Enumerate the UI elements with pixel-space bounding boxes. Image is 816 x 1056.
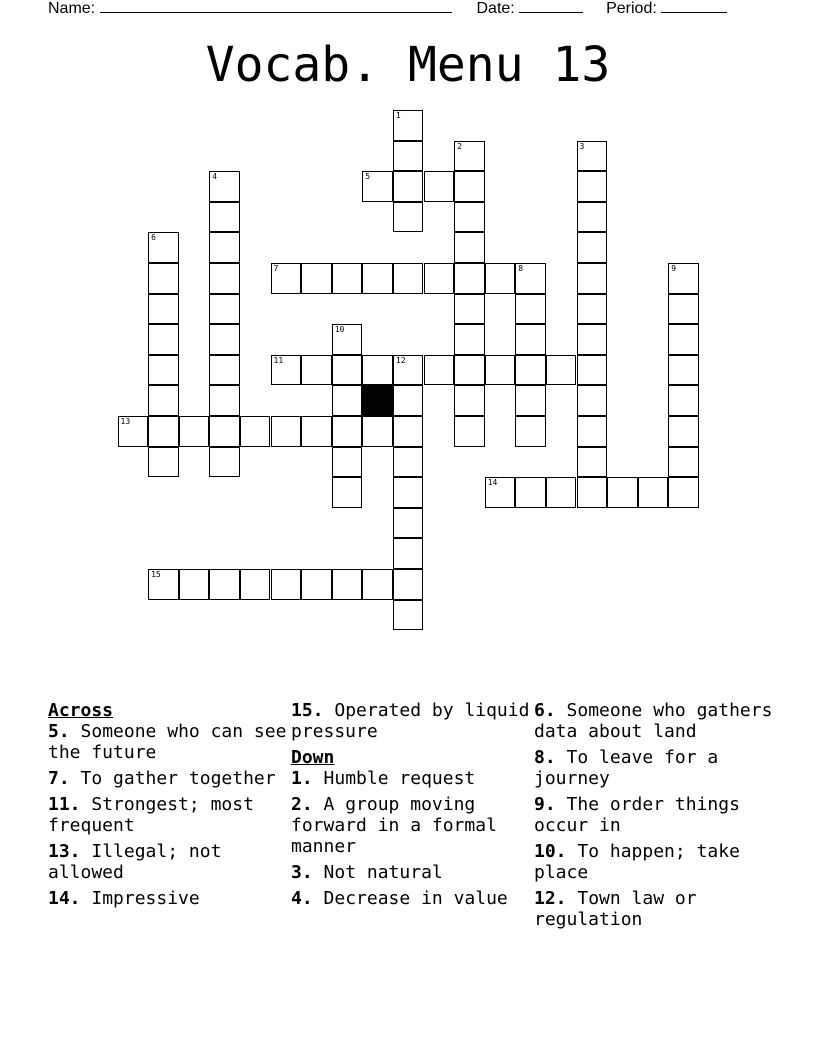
grid-cell[interactable]	[393, 600, 424, 631]
grid-cell[interactable]	[148, 263, 179, 294]
clue-number: 13.	[48, 841, 81, 862]
grid-cell[interactable]	[148, 355, 179, 386]
clue-down-9	[534, 794, 784, 836]
grid-cell[interactable]	[577, 294, 608, 325]
grid-cell[interactable]	[577, 141, 608, 172]
cell-number: 15	[151, 570, 161, 579]
grid-cell[interactable]	[577, 447, 608, 478]
clue-number: 10.	[534, 841, 567, 862]
grid-cell[interactable]	[668, 355, 699, 386]
clue-column-3	[534, 700, 784, 935]
cell-number: 5	[365, 172, 371, 182]
grid-cell[interactable]	[577, 355, 608, 386]
grid-cell[interactable]	[240, 416, 271, 447]
grid-cell[interactable]	[148, 232, 179, 263]
clue-down-3	[291, 862, 531, 883]
clue-text: Decrease in value	[323, 888, 508, 909]
grid-cell[interactable]	[148, 385, 179, 416]
grid-cell[interactable]	[393, 110, 424, 141]
grid-cell[interactable]	[668, 385, 699, 416]
page-title: Vocab. Menu 13	[205, 37, 611, 93]
grid-cell[interactable]	[515, 477, 546, 508]
grid-cell[interactable]	[301, 569, 332, 600]
clue-across-11	[48, 794, 288, 836]
cell-number: 9	[671, 264, 677, 273]
grid-cell[interactable]	[577, 171, 608, 202]
clue-across-15	[291, 700, 531, 742]
grid-cell[interactable]	[577, 232, 608, 263]
grid-cell[interactable]	[148, 416, 179, 447]
grid-cell[interactable]	[271, 263, 302, 294]
cell-number: 8	[518, 264, 524, 273]
grid-cell[interactable]	[362, 263, 393, 294]
grid-cell[interactable]	[668, 477, 699, 508]
grid-cell[interactable]	[485, 355, 516, 386]
grid-cell[interactable]	[271, 355, 302, 386]
grid-cell[interactable]	[546, 355, 577, 386]
grid-cell[interactable]	[454, 141, 485, 172]
grid-cell[interactable]	[209, 324, 240, 355]
grid-cell[interactable]	[577, 477, 608, 508]
clue-across-14	[48, 888, 288, 909]
grid-cell[interactable]	[485, 263, 516, 294]
grid-cell[interactable]	[424, 355, 455, 386]
clue-number: 2.	[291, 794, 313, 815]
grid-cell[interactable]	[668, 294, 699, 325]
cell-number: 10	[334, 325, 345, 335]
clue-across-5	[48, 721, 288, 763]
grid-cell[interactable]	[454, 385, 485, 416]
grid-cell[interactable]	[393, 263, 424, 294]
grid-cell[interactable]	[668, 447, 699, 478]
grid-cell[interactable]	[638, 477, 669, 508]
grid-cell[interactable]	[148, 324, 179, 355]
clue-across-13	[48, 841, 288, 883]
clue-number: 6.	[534, 700, 556, 721]
grid-cell[interactable]	[485, 477, 516, 508]
across-heading: Across	[48, 700, 114, 721]
clue-number: 15.	[291, 700, 324, 721]
cell-number: 3	[579, 141, 585, 151]
clue-number: 11.	[48, 794, 81, 815]
cell-number: 2	[457, 141, 462, 151]
clue-text: To happen; take place	[534, 841, 740, 883]
grid-cell[interactable]	[332, 263, 363, 294]
grid-cell[interactable]	[209, 294, 240, 325]
grid-cell[interactable]	[301, 355, 332, 386]
clue-number: 8.	[534, 747, 556, 768]
grid-cell[interactable]	[301, 263, 332, 294]
grid-cell[interactable]	[577, 324, 608, 355]
grid-cell[interactable]	[424, 263, 455, 294]
grid-cell[interactable]	[454, 202, 485, 233]
clue-number: 7.	[48, 768, 70, 789]
grid-cell[interactable]	[148, 447, 179, 478]
down-heading: Down	[291, 747, 335, 768]
clue-number: 9.	[534, 794, 556, 815]
black-square	[362, 385, 393, 416]
grid-cell[interactable]	[515, 324, 546, 355]
grid-cell[interactable]	[393, 569, 424, 600]
grid-cell[interactable]	[393, 385, 424, 416]
grid-cell[interactable]	[393, 141, 424, 172]
cell-number: 6	[151, 233, 156, 243]
clue-down-2	[291, 794, 531, 857]
clue-text: The order things occur in	[534, 794, 740, 836]
clue-down-1	[291, 768, 531, 789]
grid-cell[interactable]	[393, 171, 424, 202]
clue-text: Not natural	[323, 862, 443, 883]
grid-cell[interactable]	[515, 355, 546, 386]
clue-text: Someone who can see the future	[48, 721, 287, 763]
clue-text: To leave for a journey	[534, 747, 719, 789]
grid-cell[interactable]	[209, 385, 240, 416]
clue-text: A group moving forward in a formal manner	[291, 794, 497, 857]
clue-text: Illegal; not allowed	[48, 841, 222, 883]
grid-cell[interactable]	[118, 416, 149, 447]
clue-number: 14.	[48, 888, 81, 909]
clue-number: 4.	[291, 888, 313, 909]
grid-cell[interactable]	[209, 447, 240, 478]
period-label: Period:	[606, 0, 657, 17]
clue-text: Operated by liquid pressure	[291, 700, 530, 742]
grid-cell[interactable]	[332, 385, 363, 416]
grid-cell[interactable]	[668, 263, 699, 294]
grid-cell[interactable]	[179, 416, 210, 447]
grid-cell[interactable]	[362, 355, 393, 386]
grid-cell[interactable]	[148, 294, 179, 325]
grid-cell[interactable]	[515, 263, 546, 294]
clue-down-4	[291, 888, 531, 909]
grid-cell[interactable]	[577, 416, 608, 447]
cell-number: 13	[120, 417, 131, 426]
grid-cell[interactable]	[332, 447, 363, 478]
clue-column-2	[291, 700, 531, 914]
grid-cell[interactable]	[393, 508, 424, 539]
cell-number: 7	[273, 264, 279, 273]
cell-number: 11	[273, 355, 284, 365]
grid-cell[interactable]	[271, 569, 302, 600]
grid-cell[interactable]	[393, 538, 424, 569]
grid-cell[interactable]	[209, 569, 240, 600]
clue-number: 1.	[291, 768, 313, 789]
grid-cell[interactable]	[393, 447, 424, 478]
grid-cell[interactable]	[515, 294, 546, 325]
cell-number: 1	[395, 111, 401, 120]
grid-cell[interactable]	[362, 569, 393, 600]
grid-cell[interactable]	[668, 416, 699, 447]
clue-column-1	[48, 700, 288, 914]
clue-down-10	[534, 841, 784, 883]
cell-number: 12	[395, 355, 406, 365]
cell-number: 4	[212, 172, 218, 182]
grid-cell[interactable]	[209, 355, 240, 386]
grid-cell[interactable]	[577, 385, 608, 416]
grid-cell[interactable]	[209, 202, 240, 233]
date-label: Date:	[476, 0, 515, 17]
grid-cell[interactable]	[240, 569, 271, 600]
grid-cell[interactable]	[209, 416, 240, 447]
grid-cell[interactable]	[332, 324, 363, 355]
name-label: Name:	[48, 0, 96, 17]
clue-down-6	[534, 700, 784, 742]
grid-cell[interactable]	[209, 171, 240, 202]
grid-cell[interactable]	[393, 202, 424, 233]
grid-cell[interactable]	[362, 171, 393, 202]
clue-down-12	[534, 888, 784, 930]
clue-number: 3.	[291, 862, 313, 883]
clue-text: To gather together	[80, 768, 276, 789]
grid-cell[interactable]	[332, 569, 363, 600]
grid-cell[interactable]	[454, 263, 485, 294]
grid-cell[interactable]	[362, 416, 393, 447]
grid-cell[interactable]	[515, 416, 546, 447]
grid-cell[interactable]	[454, 171, 485, 202]
clue-number: 12.	[534, 888, 567, 909]
grid-cell[interactable]	[393, 477, 424, 508]
grid-cell[interactable]	[454, 232, 485, 263]
grid-cell[interactable]	[546, 477, 577, 508]
grid-cell[interactable]	[332, 416, 363, 447]
clue-across-7	[48, 768, 288, 789]
grid-cell[interactable]	[301, 416, 332, 447]
grid-cell[interactable]	[577, 202, 608, 233]
grid-cell[interactable]	[209, 263, 240, 294]
grid-cell[interactable]	[515, 385, 546, 416]
grid-cell[interactable]	[332, 477, 363, 508]
grid-cell[interactable]	[209, 232, 240, 263]
grid-cell[interactable]	[424, 171, 455, 202]
clue-down-8	[534, 747, 784, 789]
clue-text: Humble request	[323, 768, 476, 789]
clue-text: Impressive	[91, 888, 200, 909]
grid-cell[interactable]	[607, 477, 638, 508]
grid-cell[interactable]	[454, 355, 485, 386]
clue-text: Strongest; most frequent	[48, 794, 254, 836]
grid-cell[interactable]	[179, 569, 210, 600]
grid-cell[interactable]	[454, 294, 485, 325]
clue-text: Town law or regulation	[534, 888, 697, 930]
grid-cell[interactable]	[454, 324, 485, 355]
grid-cell[interactable]	[148, 569, 179, 600]
grid-cell[interactable]	[393, 416, 424, 447]
grid-cell[interactable]	[393, 355, 424, 386]
grid-cell[interactable]	[454, 416, 485, 447]
grid-cell[interactable]	[271, 416, 302, 447]
clue-number: 5.	[48, 721, 70, 742]
grid-cell[interactable]	[577, 263, 608, 294]
cell-number: 14	[487, 478, 498, 488]
clue-text: Someone who gathers data about land	[534, 700, 773, 742]
grid-cell[interactable]	[668, 324, 699, 355]
grid-cell[interactable]	[332, 355, 363, 386]
